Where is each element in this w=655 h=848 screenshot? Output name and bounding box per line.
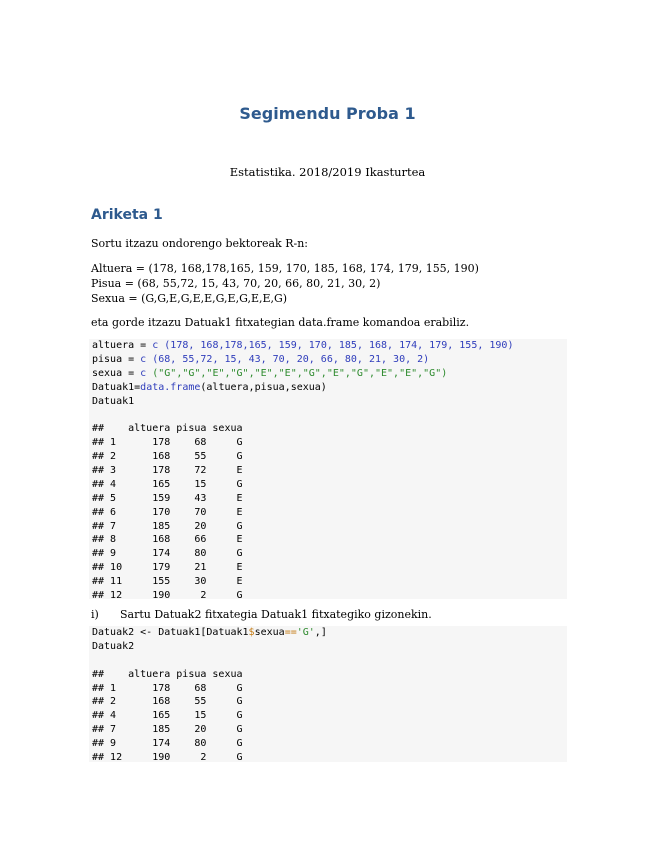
output-row: ## 12 190 2 G — [92, 752, 243, 764]
vector-pisua: Pisua = (68, 55,72, 15, 43, 70, 20, 66, 80, 21, 30, 2) — [91, 277, 381, 290]
output-row: ## 2 168 55 G — [92, 451, 243, 463]
code-line-altuera: altuera = c (178, 168,178,165, 159, 170, 185, 168, 174, 179, 155, 190) — [92, 340, 514, 351]
document-title: Segimendu Proba 1 — [239, 104, 416, 123]
vector-sexua: Sexua = (G,G,E,G,E,E,G,E,G,E,E,G) — [91, 292, 288, 305]
output-row: ## 7 185 20 G — [92, 520, 243, 532]
output-header: ## altuera pisua sexua — [92, 423, 243, 435]
document-subtitle: Estatistika. 2018/2019 Ikasturtea — [229, 165, 426, 179]
output-row: ## 11 155 30 E — [92, 576, 243, 588]
output-row: ## 2 168 55 G — [92, 696, 243, 708]
output-header: ## altuera pisua sexua — [92, 668, 243, 680]
output-row: ## 7 185 20 G — [92, 724, 243, 736]
item-i-marker: i) — [91, 608, 99, 621]
code-line-print: Datuak1 — [92, 395, 135, 407]
output-row: ## 9 174 80 G — [92, 548, 243, 560]
output-row: ## 4 165 15 G — [92, 710, 243, 722]
code-block-1 — [89, 339, 567, 602]
intro-text: Sortu itzazu ondorengo bektoreak R-n: — [91, 237, 309, 250]
code-line-print2: Datuak2 — [92, 640, 135, 652]
code-block-2 — [89, 626, 567, 762]
output-row: ## 6 170 70 E — [92, 506, 243, 518]
code-line-dataframe: Datuak1=data.frame(altuera,pisua,sexua) — [92, 381, 327, 393]
code-line-sexua: sexua = c ("G","G","E","G","E","E","G","E","G","E","E","G") — [92, 367, 448, 379]
output-row: ## 9 174 80 G — [92, 738, 243, 750]
output-row: ## 8 168 66 E — [92, 534, 243, 546]
code-line-subset: Datuak2 <- Datuak1[Datuak1$sexua=='G',] — [92, 627, 327, 638]
output-row: ## 10 179 21 E — [92, 562, 243, 574]
output-row: ## 4 165 15 G — [92, 478, 243, 490]
output-row: ## 1 178 68 G — [92, 437, 243, 449]
output-row: ## 12 190 2 G — [92, 590, 243, 602]
section-heading: Ariketa 1 — [91, 207, 163, 223]
code-line-pisua: pisua = c (68, 55,72, 15, 43, 70, 20, 66, 80, 21, 30, 2) — [92, 353, 430, 365]
vector-altuera: Altuera = (178, 168,178,165, 159, 170, 185, 168, 174, 179, 155, 190) — [91, 262, 479, 275]
output-row: ## 3 178 72 E — [92, 465, 243, 477]
item-i-text: Sartu Datuak2 fitxategia Datuak1 fitxategiko gizonekin. — [120, 608, 432, 621]
output-row: ## 1 178 68 G — [92, 682, 243, 694]
output-row: ## 5 159 43 E — [92, 492, 243, 504]
save-instruction: eta gorde itzazu Datuak1 fitxategian data.frame komandoa erabiliz. — [91, 316, 470, 329]
